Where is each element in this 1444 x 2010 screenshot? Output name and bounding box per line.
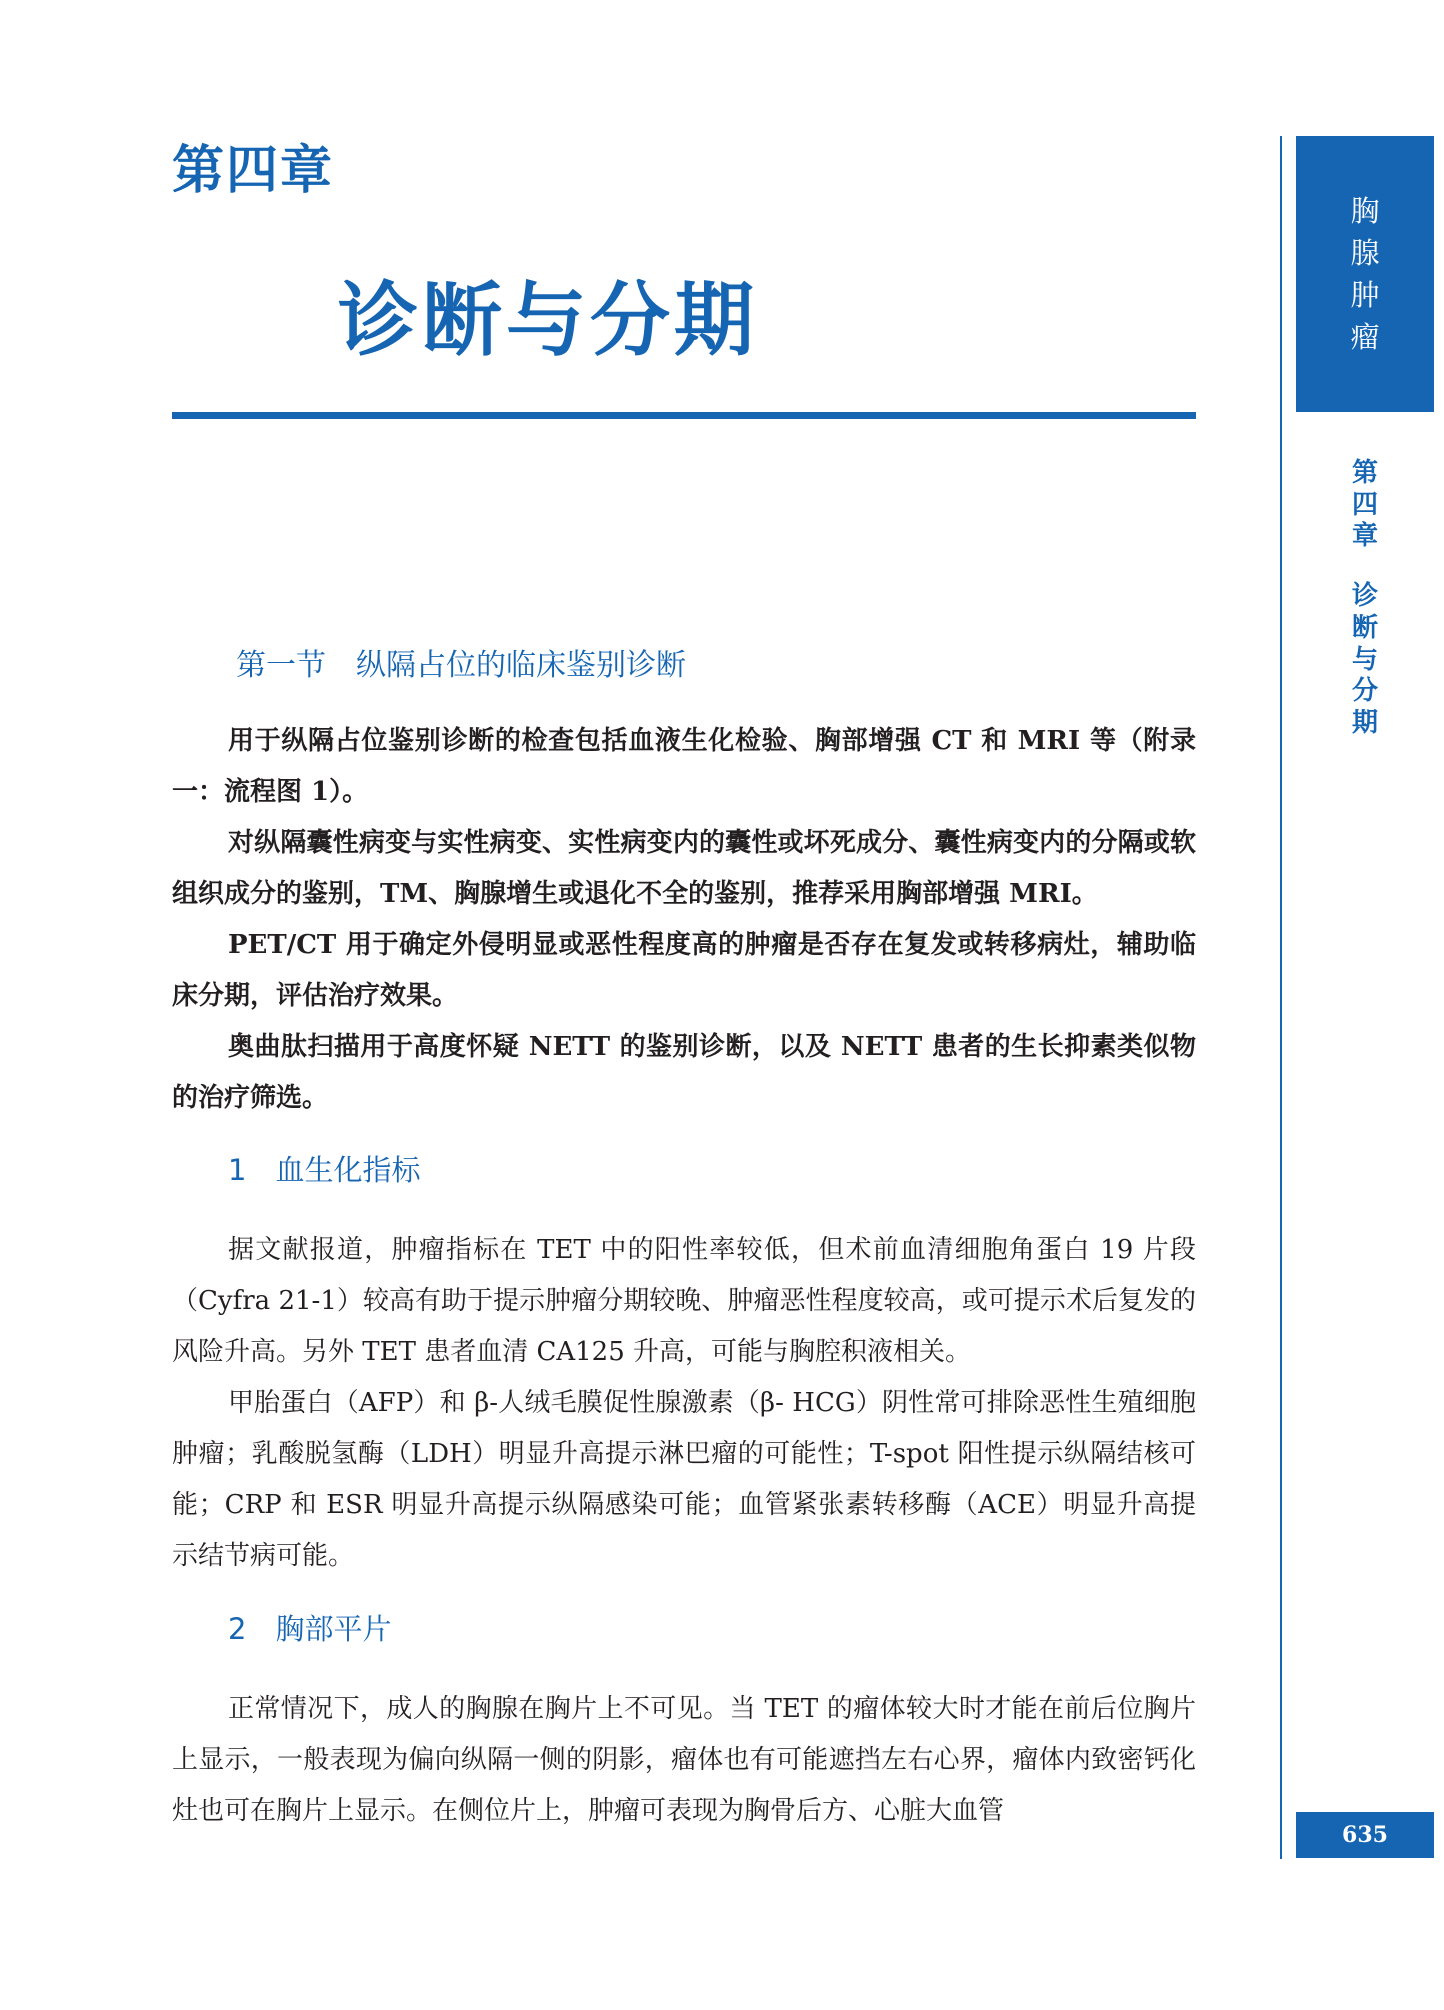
body-paragraph: 据文献报道，肿瘤指标在 TET 中的阳性率较低，但术前血清细胞角蛋白 19 片段（Cyfra 21-1）较高有助于提示肿瘤分期较晚、肿瘤恶性程度较高，或可提示术后复发的风险升高。另外 TET 患者血清 CA125 升高，可能与胸腔积液相关。: [172, 1235, 1196, 1367]
subsection-heading-chest-xray: 2 胸部平片: [228, 1612, 392, 1646]
side-tab-char: 腺: [1350, 235, 1380, 270]
section-title: 第一节 纵隔占位的临床鉴别诊断: [236, 648, 686, 683]
side-chapter-char: 四: [1351, 489, 1378, 520]
side-chapter-char: 断: [1351, 612, 1378, 643]
intro-paragraph: 对纵隔囊性病变与实性病变、实性病变内的囊性或坏死成分、囊性病变内的分隔或软组织成分的鉴别，TM、胸腺增生或退化不全的鉴别，推荐采用胸部增强 MRI。: [172, 828, 1196, 909]
side-divider-line: [1280, 136, 1282, 1859]
side-tab-book-title: [1296, 136, 1434, 412]
page-number: 635: [1296, 1812, 1434, 1858]
chapter-label: 第四章: [172, 141, 335, 201]
side-chapter-heading: [1332, 458, 1398, 740]
intro-paragraph: PET/CT 用于确定外侵明显或恶性程度高的肿瘤是否存在复发或转移病灶，辅助临床分期，评估治疗效果。: [172, 930, 1196, 1011]
side-chapter-char: 与: [1351, 644, 1378, 675]
body-paragraph: 正常情况下，成人的胸腺在胸片上不可见。当 TET 的瘤体较大时才能在前后位胸片上显示，一般表现为偏向纵隔一侧的阴影，瘤体也有可能遮挡左右心界，瘤体内致密钙化灶也可在胸片上显示。在侧位片上，肿瘤可表现为胸骨后方、心脏大血管: [172, 1694, 1196, 1826]
title-rule: [172, 412, 1196, 419]
intro-paragraph: 用于纵隔占位鉴别诊断的检查包括血液生化检验、胸部增强 CT 和 MRI 等（附录一：流程图 1）。: [172, 726, 1196, 807]
subsection-heading-blood: 1 血生化指标: [228, 1153, 421, 1187]
side-chapter-char: 第: [1351, 458, 1378, 488]
side-tab-char: 胸: [1350, 193, 1380, 228]
chapter-title: 诊断与分期: [338, 274, 758, 367]
side-chapter-char: 分: [1351, 676, 1378, 707]
side-chapter-char: 诊: [1351, 581, 1378, 612]
side-chapter-char: 章: [1351, 521, 1378, 552]
side-chapter-char: 期: [1351, 708, 1378, 739]
side-tab-char: 瘤: [1350, 320, 1380, 355]
body-paragraph: 甲胎蛋白（AFP）和 β-人绒毛膜促性腺激素（β- HCG）阴性常可排除恶性生殖细胞肿瘤；乳酸脱氢酶（LDH）明显升高提示淋巴瘤的可能性；T-spot 阳性提示纵隔结核可能；CRP 和 ESR 明显升高提示纵隔感染可能；血管紧张素转移酶（ACE）明显升高提示结节病可能。: [172, 1388, 1196, 1571]
side-tab-char: 肿: [1350, 278, 1380, 312]
intro-paragraph: 奥曲肽扫描用于高度怀疑 NETT 的鉴别诊断，以及 NETT 患者的生长抑素类似物的治疗筛选。: [172, 1032, 1196, 1113]
